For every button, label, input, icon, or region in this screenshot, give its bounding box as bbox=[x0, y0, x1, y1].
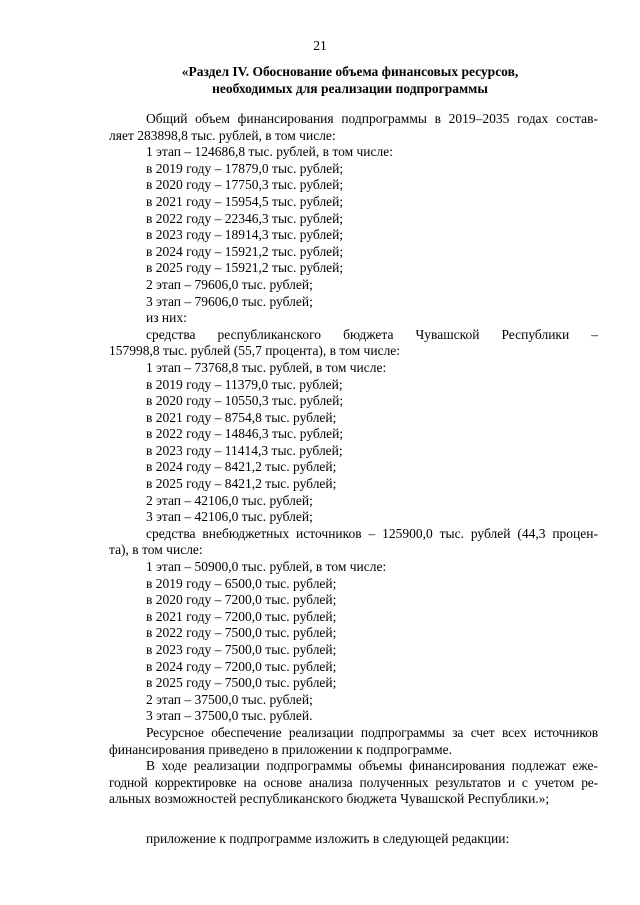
section-heading-line-2: необходимых для реализации подпрограммы bbox=[212, 80, 488, 96]
section-heading-line-1: «Раздел IV. Обоснование объема финансовых ресурсов, bbox=[181, 64, 519, 79]
republic-budget-line-2: 157998,8 тыс. рублей (55,7 процента), в том числе: bbox=[109, 343, 401, 359]
list-item: 1 этап – 124686,8 тыс. рублей, в том числе: bbox=[146, 144, 393, 160]
annual-adjustment-line-1: В ходе реализации подпрограммы объемы финансирования подлежат еже- bbox=[146, 758, 598, 774]
annual-adjustment-line-3: альных возможностей республиканского бюджета Чувашской Республики.»; bbox=[109, 791, 550, 807]
list-item: в 2019 году – 6500,0 тыс. рублей; bbox=[146, 575, 337, 591]
list-item: в 2024 году – 8421,2 тыс. рублей; bbox=[146, 459, 337, 475]
resource-support-line-2: финансирования приведено в приложении к подпрограмме. bbox=[109, 741, 453, 757]
total-funding-line-1: Общий объем финансирования подпрограммы в 2019–2035 годах состав- bbox=[146, 111, 598, 126]
list-item: в 2020 году – 10550,3 тыс. рублей; bbox=[146, 393, 344, 409]
list-item: в 2024 году – 7200,0 тыс. рублей; bbox=[146, 658, 337, 674]
list-item: в 2025 году – 15921,2 тыс. рублей; bbox=[146, 260, 344, 276]
section-heading bbox=[100, 64, 600, 97]
list-item: в 2023 году – 7500,0 тыс. рублей; bbox=[146, 642, 337, 657]
list-item: 1 этап – 73768,8 тыс. рублей, в том числе: bbox=[146, 359, 387, 375]
paragraph-gap bbox=[109, 808, 598, 831]
appendix-instruction: приложение к подпрограмме изложить в следующей редакции: bbox=[146, 830, 510, 846]
total-funding-line-2: ляет 283898,8 тыс. рублей, в том числе: bbox=[109, 127, 336, 143]
list-item: 3 этап – 37500,0 тыс. рублей. bbox=[146, 708, 313, 724]
extra-budget-line-1: средства внебюджетных источников – 125900,0 тыс. рублей (44,3 процен- bbox=[146, 525, 598, 541]
list-item: в 2019 году – 17879,0 тыс. рублей; bbox=[146, 160, 344, 176]
list-item: в 2020 году – 7200,0 тыс. рублей; bbox=[146, 592, 337, 608]
list-item: из них: bbox=[146, 310, 187, 326]
list-item: в 2019 году – 11379,0 тыс. рублей; bbox=[146, 376, 343, 392]
list-item: 3 этап – 42106,0 тыс. рублей; bbox=[146, 509, 313, 525]
list-item: 2 этап – 79606,0 тыс. рублей; bbox=[146, 276, 313, 292]
republic-budget-line-1: средства республиканского бюджета Чувашской Республики – bbox=[146, 326, 598, 342]
list-item: в 2023 году – 11414,3 тыс. рублей; bbox=[146, 442, 343, 458]
resource-support-line-1: Ресурсное обеспечение реализации подпрограммы за счет всех источников bbox=[146, 724, 598, 740]
list-item: в 2024 году – 15921,2 тыс. рублей; bbox=[146, 243, 344, 259]
list-item: в 2021 году – 7200,0 тыс. рублей; bbox=[146, 608, 337, 624]
list-item: в 2023 году – 18914,3 тыс. рублей; bbox=[146, 227, 344, 243]
list-item: в 2022 году – 7500,0 тыс. рублей; bbox=[146, 625, 337, 641]
list-item: в 2025 году – 8421,2 тыс. рублей; bbox=[146, 476, 337, 492]
list-item: в 2021 году – 15954,5 тыс. рублей; bbox=[146, 193, 344, 209]
list-item: 3 этап – 79606,0 тыс. рублей; bbox=[146, 293, 313, 309]
extra-budget-line-2: та), в том числе: bbox=[109, 542, 203, 558]
list-item: 2 этап – 37500,0 тыс. рублей; bbox=[146, 691, 313, 707]
total-funding-list bbox=[109, 144, 598, 327]
list-item: 2 этап – 42106,0 тыс. рублей; bbox=[146, 492, 313, 508]
page-number: 21 bbox=[313, 38, 327, 53]
extra-budget-list bbox=[109, 559, 598, 725]
list-item: в 2021 году – 8754,8 тыс. рублей; bbox=[146, 409, 337, 425]
annual-adjustment-line-2: годной корректировке на основе анализа полученных результатов и с учетом ре- bbox=[109, 774, 598, 790]
republic-budget-list bbox=[109, 360, 598, 526]
list-item: в 2025 году – 7500,0 тыс. рублей; bbox=[146, 675, 337, 691]
list-item: в 2020 году – 17750,3 тыс. рублей; bbox=[146, 177, 344, 193]
document-body bbox=[109, 111, 598, 848]
list-item: в 2022 году – 22346,3 тыс. рублей; bbox=[146, 210, 344, 226]
list-item: в 2022 году – 14846,3 тыс. рублей; bbox=[146, 426, 344, 442]
list-item: 1 этап – 50900,0 тыс. рублей, в том числе: bbox=[146, 559, 387, 575]
